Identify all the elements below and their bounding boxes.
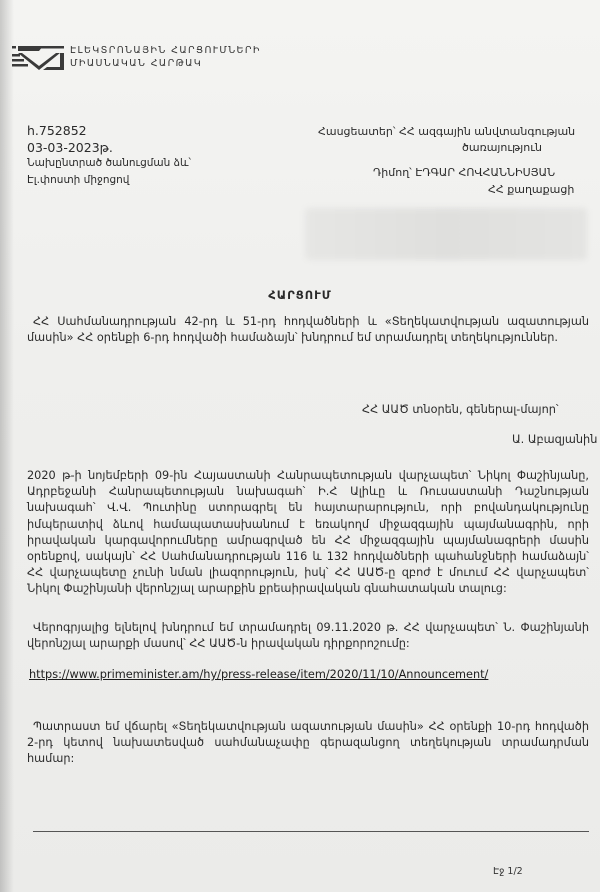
document-title: ՀԱՐՑՈՒՄ	[268, 288, 332, 302]
main-paragraph: 2020 թ-ի նոյեմբերի 09-ին Հայաստանի Հանրապետության վարչապետ՝ Նիկոլ Փաշինյանը, Ադրբեջանի Հանրապետության նախագահ՝ Ի.Հ Ալիևը և Ռուսաստանի Դաշնության նախագահ՝ Վ.Վ. Պուտինը ստորագրել են հայտարարություն, որի բովանդակությունը իմպերատիվ ձևով համապատասխանում է եռակողմ միջազգային պայմանագրին, որի իրավական կարգավորումները ամրագրված են ՀՀ միջազգային պայմանագրերի մասին օրենքով, սակայն՝ ՀՀ Սահմանադրության 116 և 132 հոդվածների պահանջների համաձայն՝ ՀՀ վարչապետը չունի նման լիազորություն, իսկ՝ ՀՀ ԱԱԾ-ը զբոժ է մուում ՀՀ վարչապետ՝ Նիկոլ Փաշինյանի վերոնշյալ արարքին քրեաիրավական գնահատական տալուց:	[27, 469, 589, 596]
org-name-line1: ԷԼԵԿՏՐՈՆԱՅԻՆ ՀԱՐՑՈՒՄՆԵՐԻ	[70, 45, 261, 56]
org-name-line2: ՄԻԱՍՆԱԿԱՆ ՀԱՐԹԱԿ	[70, 58, 203, 69]
request-number: h.752852	[27, 123, 87, 138]
page-number: Էջ 1/2	[493, 866, 523, 877]
notification-method-value: Էլ.փոստի միջոցով	[27, 174, 130, 186]
request-paragraph: Վերոգրյալից ելնելով խնդրում եմ տրամադրել 09.11.2020 թ. ՀՀ վարչապետ՝ Ն. Փաշինյանի վերոնշյալ արարքի մասով՝ ՀՀ ԱԱԾ-ն իրավական դիրքորոշումը:	[27, 621, 589, 651]
notification-method-label: Նախընտրած ծանուցման ձև՝	[27, 157, 192, 169]
applicant-line1: Դիմող՝ ԷԴԳԱՐ ՀՈՎՀԱՆՆԻՍՅԱՆ	[373, 166, 556, 179]
recipient-name: Ա. Աբազյանին	[512, 433, 598, 446]
intro-paragraph: ՀՀ Սահմանադրության 42-րդ և 51-րդ հոդվածների և «Տեղեկատվության ազատության մասին» ՀՀ օրենքի 6-րդ հոդվածի համաձայն՝ խնդրում եմ տրամադրել տեղեկություններ.	[27, 315, 589, 345]
recipient-role: ՀՀ ԱԱԾ տնօրեն, գեներալ-մայոր՝	[362, 403, 559, 416]
applicant-line2: ՀՀ քաղաքացի	[488, 183, 575, 196]
envelope-chevron-logo-icon	[10, 42, 66, 72]
redacted-area	[305, 208, 587, 260]
announcement-link[interactable]: https://www.primeminister.am/hy/press-release/item/2020/11/10/Announcement/	[29, 668, 489, 681]
addressee-line2: ծառայություն	[462, 141, 542, 154]
footer-divider	[33, 831, 589, 832]
addressee-line1: Հասցեատեր՝ ՀՀ ազգային անվտանգության	[318, 125, 576, 138]
request-date: 03-03-2023թ.	[27, 140, 113, 155]
closing-paragraph: Պատրաստ եմ վճարել «Տեղեկատվության ազատության մասին» ՀՀ օրենքի 10-րդ հոդվածի 2-րդ կետով նախատեսված սահմանաչափը գերազանցող տեղեկության տրամադրման համար:	[27, 720, 589, 766]
page-edge-shadow	[0, 0, 14, 892]
